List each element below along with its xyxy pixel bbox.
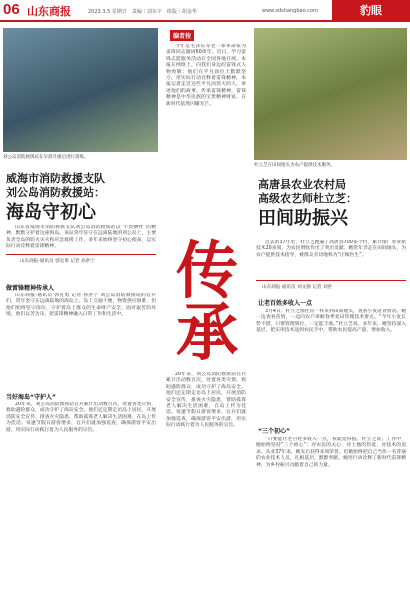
left-divider <box>6 254 156 255</box>
website-url[interactable]: www.sdshangbao.com <box>262 8 318 14</box>
right-headline-3: 田间助振兴 <box>258 208 348 229</box>
right-headline-1: 高唐县农业农村局 <box>258 178 346 191</box>
editor-note-paragraph: 今年是毛泽东等老一辈革命家为雷锋同志题词60周年。近日，学习雷锋志愿服务活动在全国各地开展。本报在网络上，向我们身边的雷锋式人物致敬：他们在平凡岗位上默默坚守，用实际行动诠释着雷锋精神。本报记者走近这些平凡而伟大的人，讲述他们的故事，传承雷锋精神。雷锋精神是中华民族的宝贵精神财富，在新时代依然闪耀光芒。 <box>166 44 246 107</box>
section-title: 豹眼 <box>332 0 410 22</box>
editor-note-tag: 编者按 <box>170 30 194 41</box>
right-subhead-2: “三个初心” <box>258 428 290 435</box>
right-lead: 过去的37年里，杜立芝跑遍了高唐县700多个村，累计推广农业新技术20多项，为农民增收作出了突出贡献。她常年奔走在田间地头，为农户提供技术指导，被群众亲切地称为“庄稼医生”。 <box>256 240 406 258</box>
right-byline: 山东商报·通讯员 刘文静 记者 刘洪 <box>262 285 333 290</box>
right-photo-caption: 杜立芝在田间地头为农户提供技术服务。 <box>254 163 335 168</box>
farm-photo <box>254 28 407 160</box>
left-headline-2: 刘公岛消防救援站： <box>6 186 105 199</box>
left-lead: 山东省威海市消防救援支队刘公岛消防救援站以“不畏牺牲”的精神，默默守护着这座海岛。该站常年驻守在远离陆地的刘公岛上，主要负责全岛的防火灭火和应急救援工作，多年来始终坚守初心使命，以实际行动诠释着雷锋精神。 <box>6 225 156 250</box>
left-headline-3: 海岛守初心 <box>6 202 96 223</box>
big-char-cheng: 承 <box>175 296 238 369</box>
page-number: 06 <box>3 1 20 18</box>
left-body-1: 山东商报·通讯员 郭克勇 记者 孙洪宁 刘公岛消防救援站的官兵们，常年坚守在远离陆地的海岛上。岛上交通不便，物资供应困难，但他们始终坚守岗位，守护着岛上群众的生命财产安全。面对艰苦的环境，他们以苦为乐，把雷锋精神融入日常工作和生活中。 <box>6 293 156 318</box>
middle-column-text: 20年来，刘公岛消防救援站官兵累计出动数百次，处置各类灾情，救助遇险群众，成功守护了海岛安全。他们还定期走访岛上居民，开展消防安全宣传，排查火灾隐患，帮助孤寡老人解决生活困难，在岛上传为佳话。每逢节假日游客增多，官兵们就加强巡查，确保游客平安出游，用实际行动践行着为人民服务的宗旨。 <box>166 372 246 429</box>
left-subhead-1: 做雷锋精神传承人 <box>6 285 55 292</box>
left-photo-caption: 刘公岛消防救援站在早晨升旗后进行训练。 <box>3 155 89 160</box>
fire-station-photo <box>3 28 158 152</box>
left-byline: 山东商报·通讯员 郭克勇 记者 孙洪宁 <box>20 259 95 264</box>
masthead <box>0 0 410 22</box>
right-body-1: 3月4日，杜立芝像往常一样来到田间地头，查看小麦返青情况。她一边查看苗情，一边向农户讲解春季麦田管理技术要点。“今年小麦长势不错，只要管理到位，一定能丰收。”杜立芝说。多年来，她坚持深入基层，把实用技术送到农民手中，帮助农民提高产量、增加收入。 <box>256 309 406 334</box>
left-headline-1: 威海市消防救援支队 <box>6 172 105 185</box>
left-subhead-2: 当好海岛“守护人” <box>6 394 56 401</box>
date-line: 2023.3.5 星期日 责编｜刘东宇 组版｜胡金华 <box>88 9 197 15</box>
paper-name: 山东商报 <box>27 5 71 18</box>
right-headline-2: 高级农艺师杜立芝： <box>258 192 357 205</box>
editor-note-text <box>166 44 246 194</box>
big-char-chuan: 传 <box>175 234 238 307</box>
right-subhead-1: 让老百姓多收入一点 <box>258 300 313 307</box>
right-divider <box>256 280 406 281</box>
left-body-2: 20年来，刘公岛消防救援站官兵累计出动数百次，处置各类灾情，救助遇险群众，成功守护了海岛安全。他们还定期走访岛上居民，开展消防安全宣传，排查火灾隐患，帮助孤寡老人解决生活困难，在岛上传为佳话。每逢节假日游客增多，官兵们就加强巡查，确保游客平安出游，用实际行动践行着为人民服务的宗旨。 <box>6 402 156 433</box>
right-body-2: “只要能让老百姓多收入一点，我就觉得值。”杜立芝说。工作中，她始终坚持“三个初心”：对农民的关心、对土地的热爱、对技术的追求。从业37年来，她先后获得多项荣誉，但她始终把自己当作一名普通的农业技术人员，扎根基层，默默奉献。她用行动诠释了新时代雷锋精神，为乡村振兴贡献着自己的力量。 <box>256 437 406 468</box>
